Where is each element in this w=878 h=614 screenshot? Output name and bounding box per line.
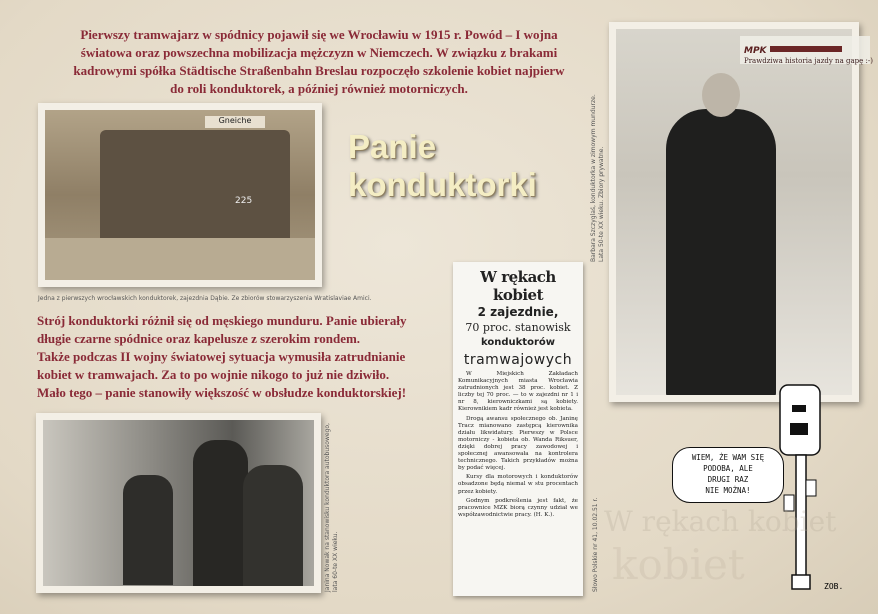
body-line: kobiet w tramwajach. Za to po wojnie nikogo to już nie dziwiło. [37, 367, 390, 382]
winter-photo-caption [590, 94, 606, 262]
body-line: Także podczas II wojny światowej sytuacja wymusiła zatrudnianie [37, 349, 406, 364]
person-figure [193, 440, 248, 586]
caption-line: Lata 50-te XX wieku. Zbiory prywatne. [598, 146, 605, 262]
bubble-line: WIEM, ŻE WAM SIĘ [691, 453, 765, 462]
intro-line: do roli konduktorek, a później również motorniczych. [170, 81, 468, 96]
bubble-line: NIE MOŻNA! [705, 486, 751, 495]
logo-bar [770, 46, 842, 52]
caption-line: lata 60-te XX wieku. [332, 531, 339, 592]
news-subheadline: 70 proc. stanowisk [465, 321, 571, 334]
face [702, 73, 740, 117]
news-subheadline: tramwajowych [463, 352, 573, 368]
body-line: Strój konduktorki różnił się od męskiego munduru. Panie ubierały [37, 313, 407, 328]
conductors-photo-caption [324, 423, 340, 592]
intro-line: kadrowymi spółka Städtische Straßenbahn Breslau rozpoczęło szkolenie kobiet najpierw [73, 63, 565, 78]
news-paragraph: Godnym podkreślenia jest fakt, że pracownice MZK biorą czynny udział we współzawodnictwie pracy. (H. K.). [458, 497, 578, 518]
logo-tagline: Prawdziwa historia jazdy na gapę :-) [744, 57, 873, 65]
body-line: Mało tego – panie stanowiły większość w obsłudze konduktorskiej! [37, 385, 407, 400]
mpk-brand: MPK [744, 46, 767, 56]
intro-line: Pierwszy tramwajarz w spódnicy pojawił się we Wrocławiu w 1915 r. Powód – I wojna [80, 27, 558, 42]
conductor-winter-photo [609, 22, 859, 402]
conductors-photo [36, 413, 321, 593]
news-paragraph: Drogą awansu społecznego ob. Janinę Tracz mianowano zastępcą kierownika działu likwidatury. Pierwszy w Polsce motorniczy - kobieta ob. Wanda Riksuer, dzięki dobrej pracy zawodowej i społecznej awansowała na kontrolera technicznego. Takich przykładów można by podać więcej. [458, 415, 578, 472]
news-subheadline: konduktorów [481, 337, 555, 348]
person-figure [123, 475, 173, 585]
title-line: konduktorki [348, 166, 537, 203]
tram-shape [100, 130, 290, 238]
intro-paragraph [36, 26, 602, 98]
news-paragraph: Kursy dla motorowych i konduktorów obsadzone będą niemal w stu procentach przez kobiety. [458, 474, 578, 495]
news-paragraph: W Miejskich Zakładach Komunikacyjnych miasta Wrocławia zatrudnionych jest 38 proc. kobiet. Z liczby tej 70 proc. — to w zajezdni nr 1 i nr 8, kierowniczkami są kobiety. Kierownikiem kadr również jest kobieta. [458, 371, 578, 413]
body-paragraph [37, 312, 447, 402]
cartoon-signature: ZOB. [824, 582, 844, 591]
ground [45, 238, 315, 280]
tram-photo [38, 103, 322, 287]
newspaper-source: Słowo Polskie nr 41, 10.02.51 r. [592, 497, 599, 592]
mpk-logo [740, 36, 873, 65]
intro-line: światowa oraz powszechna mobilizacja mężczyzn w Niemczech. W związku z brakami [80, 45, 558, 60]
bubble-line: DRUGI RAZ [707, 475, 749, 484]
tram-number: 225 [235, 196, 253, 206]
news-headline: W rękach kobiet [480, 268, 556, 304]
news-subheadline: 2 zajezdnie, [477, 305, 559, 319]
watermark-line1: W rękach kobiet [604, 505, 837, 538]
title-line: Panie [348, 128, 437, 165]
body-line: długie czarne spódnice oraz kapelusze z szerokim rondem. [37, 331, 361, 346]
page-title [348, 128, 537, 204]
person-figure [243, 465, 303, 586]
speech-bubble [672, 447, 784, 503]
coat-figure [666, 109, 776, 395]
tram-photo-caption: Jedna z pierwszych wrocławskich konduktorek, zajezdnia Dąbie. Ze zbiorów stowarzyszenia Wratislaviae Amici. [38, 295, 372, 302]
newspaper-clipping [453, 262, 583, 596]
caption-line: Janina Nowak na stanowisku konduktora autobusowego, [324, 423, 331, 592]
caption-line: Barbara Szczyglaś, konduktorka w zimowym mundurze. [590, 94, 597, 262]
bubble-line: PODOBA, ALE [703, 464, 753, 473]
tram-destination-sign: Gneiche [205, 116, 265, 128]
watermark-line2: kobiet [612, 540, 745, 589]
